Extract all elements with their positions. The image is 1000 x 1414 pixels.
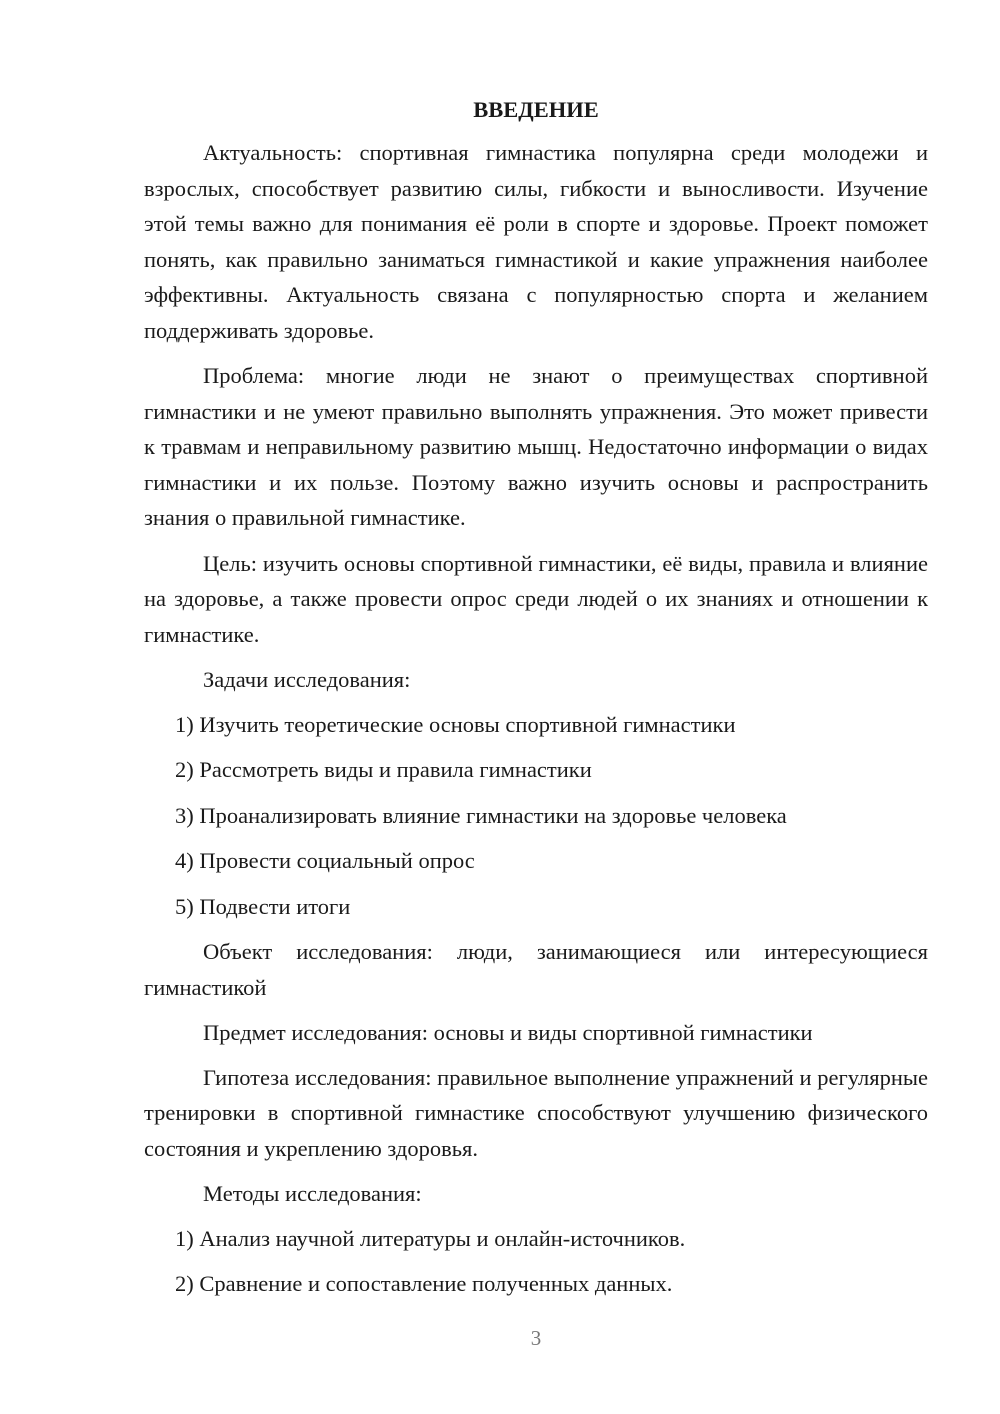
task-item: 2) Рассмотреть виды и правила гимнастики [175,757,592,782]
document-page [144,92,928,1312]
hypothesis-paragraph: Гипотеза исследования: правильное выполнение упражнений и регулярные тренировки в спортивной гимнастике способствуют улучшению физического состояния и укреплению здоровья. [144,1064,928,1161]
problem-paragraph: Проблема: многие люди не знают о преимуществах спортивной гимнастики и не умеют правильно выполнять упражнения. Это может привести к травмам и неправильному развитию мышц. Недостаточно информации о видах гимнастики и их пользе. Поэтому важно изучить основы и распространить знания о правильной гимнастике. [144,363,928,530]
method-item: 1) Анализ научной литературы и онлайн-источников. [175,1225,686,1251]
method-item: 2) Сравнение и сопоставление полученных данных. [175,1271,673,1296]
goal-paragraph: Цель: изучить основы спортивной гимнастики, её виды, правила и влияние на здоровье, а также провести опрос среди людей о их знаниях и отношении к гимнастике. [144,550,928,647]
task-item: 3) Проанализировать влияние гимнастики на здоровье человека [175,802,787,828]
tasks-heading: Задачи исследования: [203,667,411,692]
subject-paragraph: Предмет исследования: основы и виды спортивной гимнастики [203,1020,813,1045]
relevance-paragraph: Актуальность: спортивная гимнастика популярна среди молодежи и взрослых, способствует развитию силы, гибкости и выносливости. Изучение этой темы важно для понимания её роли в спорте и здоровье. Проект поможет понять, как правильно заниматься гимнастикой и какие упражнения наиболее эффективны. Актуальность связана с популярностью спорта и желанием поддерживать здоровье. [144,140,928,343]
task-item: 4) Провести социальный опрос [175,848,475,873]
task-item: 5) Подвести итоги [175,893,351,919]
page-number: 3 [530,1326,542,1350]
object-paragraph: Объект исследования: люди, занимающиеся или интересующиеся гимнастикой [144,939,928,1000]
page-title: ВВЕДЕНИЕ [473,97,599,122]
task-item: 1) Изучить теоретические основы спортивной гимнастики [175,711,736,737]
methods-heading: Методы исследования: [203,1181,422,1206]
